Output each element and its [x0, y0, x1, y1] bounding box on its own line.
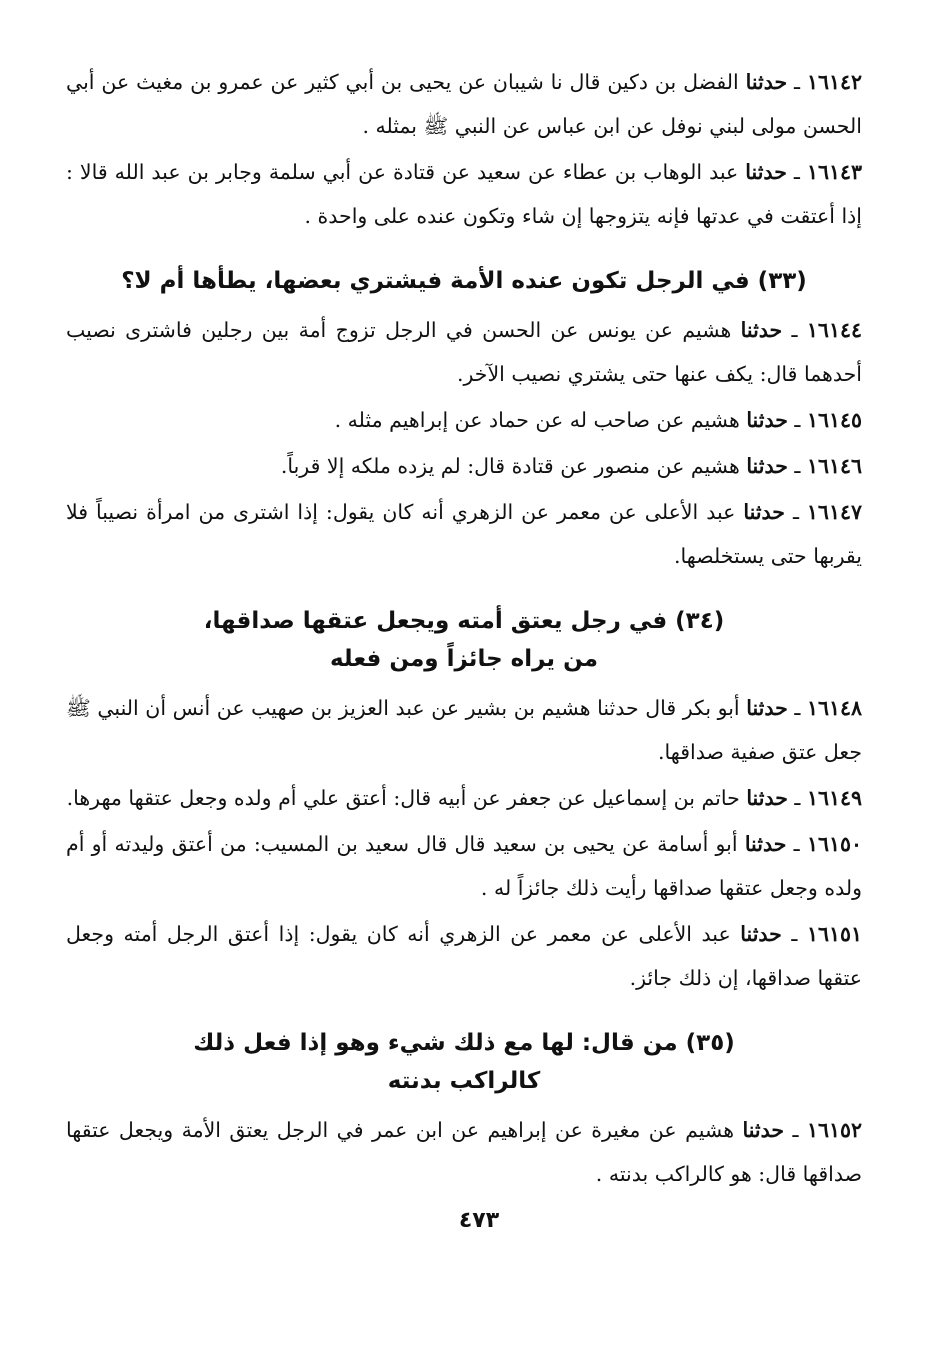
chapter-heading-line: كالراكب بدنته: [387, 1068, 541, 1094]
hadith-lead: حدثنا: [743, 500, 785, 524]
hadith-lead: حدثنا: [746, 786, 788, 810]
chapter-heading-line: من يراه جائزاً ومن فعله: [329, 646, 599, 672]
hadith-16145: ١٦١٤٥ ـ حدثنا هشيم عن صاحب له عن حماد عن إبراهيم مثله .: [334, 408, 862, 432]
hadith-lead: حدثنا: [740, 922, 782, 946]
hadith-text: هشيم عن صاحب له عن حماد عن إبراهيم مثله .: [334, 408, 740, 432]
hadith-number: ١٦١٤٢: [806, 70, 862, 94]
hadith-lead: حدثنا: [746, 454, 788, 478]
hadith-text: عبد الأعلى عن معمر عن الزهري أنه كان يقول: إذا أعتق الرجل أمته وجعل عتقها صداقها، إن ذلك جائز.: [66, 922, 862, 990]
hadith-text: هشيم عن مغيرة عن إبراهيم عن ابن عمر في الرجل يعتق الأمة ويجعل عتقها صداقها قال: هو كالراكب بدنته .: [66, 1118, 862, 1186]
hadith-lead: حدثنا: [745, 160, 787, 184]
hadith-text: أبو بكر قال حدثنا هشيم بن بشير عن عبد العزيز بن صهيب عن أنس أن النبي ﷺ جعل عتق صفية صداقها.: [66, 696, 862, 764]
chapter-heading-34: [66, 602, 862, 678]
hadith-number: ١٦١٤٩: [806, 786, 862, 810]
hadith-number: ١٦١٥١: [806, 922, 862, 946]
hadith-16144: ١٦١٤٤ ـ حدثنا هشيم عن يونس عن الحسن في الرجل تزوج أمة بين رجلين فاشترى نصيب أحدهما قال: يكف عنها حتى يشتري نصيب الآخر.: [66, 318, 862, 386]
hadith-16151: ١٦١٥١ ـ حدثنا عبد الأعلى عن معمر عن الزهري أنه كان يقول: إذا أعتق الرجل أمته وجعل عتقها صداقها، إن ذلك جائز.: [66, 922, 862, 990]
hadith-lead: حدثنا: [746, 696, 788, 720]
chapter-heading-35: [66, 1024, 862, 1100]
hadith-16143: ١٦١٤٣ ـ حدثنا عبد الوهاب بن عطاء عن سعيد عن قتادة عن أبي سلمة وجابر بن عبد الله قالا : إذا أعتقت في عدتها فإنه يتزوجها إن شاء وتكون عنده على واحدة .: [66, 160, 862, 228]
hadith-lead: حدثنا: [740, 318, 783, 342]
page-number: ٤٧٣: [458, 1208, 500, 1233]
hadith-number: ١٦١٤٣: [806, 160, 862, 184]
hadith-16148: ١٦١٤٨ ـ حدثنا أبو بكر قال حدثنا هشيم بن بشير عن عبد العزيز بن صهيب عن أنس أن النبي ﷺ جعل عتق صفية صداقها.: [66, 696, 862, 764]
chapter-heading-line: (٣٥) من قال: لها مع ذلك شيء وهو إذا فعل ذلك: [193, 1030, 735, 1056]
hadith-text: الفضل بن دكين قال نا شيبان عن يحيى بن أبي كثير عن عمرو بن مغيث عن أبي الحسن مولى لبني نوفل عن ابن عباس عن النبي ﷺ بمثله .: [66, 70, 862, 138]
hadith-number: ١٦١٤٧: [806, 500, 862, 524]
hadith-text: حاتم بن إسماعيل عن جعفر عن أبيه قال: أعتق علي أم ولده وجعل عتقها مهرها.: [66, 786, 740, 810]
hadith-16142: ١٦١٤٢ ـ حدثنا الفضل بن دكين قال نا شيبان عن يحيى بن أبي كثير عن عمرو بن مغيث عن أبي الحسن مولى لبني نوفل عن ابن عباس عن النبي ﷺ بمثله .: [66, 70, 862, 138]
hadith-16152: ١٦١٥٢ ـ حدثنا هشيم عن مغيرة عن إبراهيم عن ابن عمر في الرجل يعتق الأمة ويجعل عتقها صداقها قال: هو كالراكب بدنته .: [66, 1118, 862, 1186]
hadith-number: ١٦١٤٤: [806, 318, 862, 342]
hadith-16146: ١٦١٤٦ ـ حدثنا هشيم عن منصور عن قتادة قال: لم يزده ملكه إلا قرباً.: [280, 454, 862, 478]
hadith-lead: حدثنا: [742, 1118, 785, 1142]
hadith-text: هشيم عن يونس عن الحسن في الرجل تزوج أمة بين رجلين فاشترى نصيب أحدهما قال: يكف عنها حتى يشتري نصيب الآخر.: [66, 318, 862, 386]
hadith-text: عبد الأعلى عن معمر عن الزهري أنه كان يقول: إذا اشترى من امرأة نصيباً فلا يقربها حتى يستخلصها.: [66, 500, 862, 568]
hadith-text: أبو أسامة عن يحيى بن سعيد قال قال سعيد بن المسيب: من أعتق وليدته أو أم ولده وجعل عتقها صداقها رأيت ذلك جائزاً له .: [66, 832, 862, 900]
hadith-number: ١٦١٥٢: [806, 1118, 862, 1142]
hadith-number: ١٦١٤٥: [806, 408, 862, 432]
hadith-number: ١٦١٥٠: [806, 832, 862, 856]
hadith-16147: ١٦١٤٧ ـ حدثنا عبد الأعلى عن معمر عن الزهري أنه كان يقول: إذا اشترى من امرأة نصيباً فلا يقربها حتى يستخلصها.: [66, 500, 862, 568]
hadith-number: ١٦١٤٦: [806, 454, 862, 478]
hadith-text: عبد الوهاب بن عطاء عن سعيد عن قتادة عن أبي سلمة وجابر بن عبد الله قالا : إذا أعتقت في عدتها فإنه يتزوجها إن شاء وتكون عنده على واحدة .: [66, 160, 862, 228]
hadith-16150: ١٦١٥٠ ـ حدثنا أبو أسامة عن يحيى بن سعيد قال قال سعيد بن المسيب: من أعتق وليدته أو أم ولده وجعل عتقها صداقها رأيت ذلك جائزاً له .: [66, 832, 862, 900]
hadith-16149: ١٦١٤٩ ـ حدثنا حاتم بن إسماعيل عن جعفر عن أبيه قال: أعتق علي أم ولده وجعل عتقها مهرها.: [66, 786, 862, 810]
chapter-heading-line: (٣٣) في الرجل تكون عنده الأمة فيشتري بعضها، يطأها أم لا؟: [121, 268, 807, 294]
hadith-lead: حدثنا: [744, 832, 787, 856]
hadith-lead: حدثنا: [746, 408, 788, 432]
hadith-number: ١٦١٤٨: [806, 696, 862, 720]
hadith-text: هشيم عن منصور عن قتادة قال: لم يزده ملكه إلا قرباً.: [280, 454, 740, 478]
chapter-heading-33: [66, 262, 862, 300]
chapter-heading-line: (٣٤) في رجل يعتق أمته ويجعل عتقها صداقها،: [203, 608, 725, 634]
hadith-lead: حدثنا: [745, 70, 788, 94]
